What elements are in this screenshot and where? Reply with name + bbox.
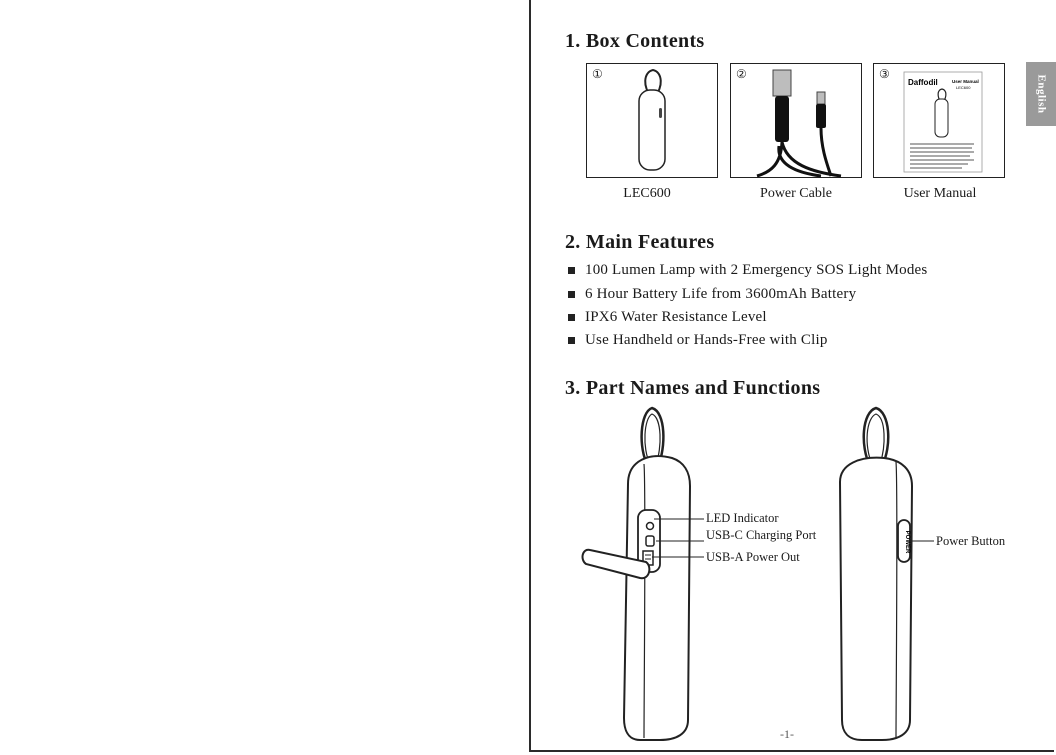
item-number: ① [592, 67, 603, 81]
bullet-icon [568, 337, 575, 344]
caption-cable: Power Cable [760, 186, 832, 201]
label-usba-power-out: USB-A Power Out [706, 550, 800, 564]
lamp-ports-illustration [580, 400, 700, 740]
label-led-indicator: LED Indicator [706, 511, 779, 525]
cable-thumbnail-icon [731, 64, 863, 179]
label-usbc-port: USB-C Charging Port [706, 528, 817, 542]
language-tab-label: English [1035, 74, 1047, 114]
language-tab[interactable] [1026, 62, 1056, 126]
box-item-manual [873, 63, 1005, 178]
section-title-part-names: 3. Part Names and Functions [565, 377, 821, 399]
manual-model: LEC600 [956, 85, 971, 90]
lamp-power-button-illustration [836, 402, 946, 742]
feature-item [568, 309, 767, 326]
label-power-button: Power Button [936, 534, 1006, 548]
lamp-thumbnail-icon [587, 64, 719, 179]
manual-title: User Manual [952, 79, 979, 84]
item-number: ③ [879, 67, 890, 81]
feature-item [568, 332, 828, 349]
power-button-text: POWER [904, 530, 910, 554]
box-item-lamp [586, 63, 718, 178]
feature-text: Use Handheld or Hands-Free with Clip [585, 332, 828, 348]
feature-text: 6 Hour Battery Life from 3600mAh Battery [585, 286, 857, 302]
box-item-cable [730, 63, 862, 178]
manual-brand: Daffodil [908, 78, 938, 87]
bullet-icon [568, 267, 575, 274]
section-title-box-contents: 1. Box Contents [565, 30, 705, 52]
page-number: -1- [780, 727, 794, 741]
manual-thumbnail-icon [874, 64, 1006, 179]
feature-item [568, 286, 856, 303]
feature-item [568, 262, 927, 279]
bullet-icon [568, 314, 575, 321]
section-title-main-features: 2. Main Features [565, 231, 715, 253]
feature-text: IPX6 Water Resistance Level [585, 309, 767, 325]
feature-text: 100 Lumen Lamp with 2 Emergency SOS Light Modes [585, 262, 928, 278]
bullet-icon [568, 291, 575, 298]
item-number: ② [736, 67, 747, 81]
caption-lamp: LEC600 [623, 186, 671, 201]
caption-manual: User Manual [903, 186, 977, 201]
